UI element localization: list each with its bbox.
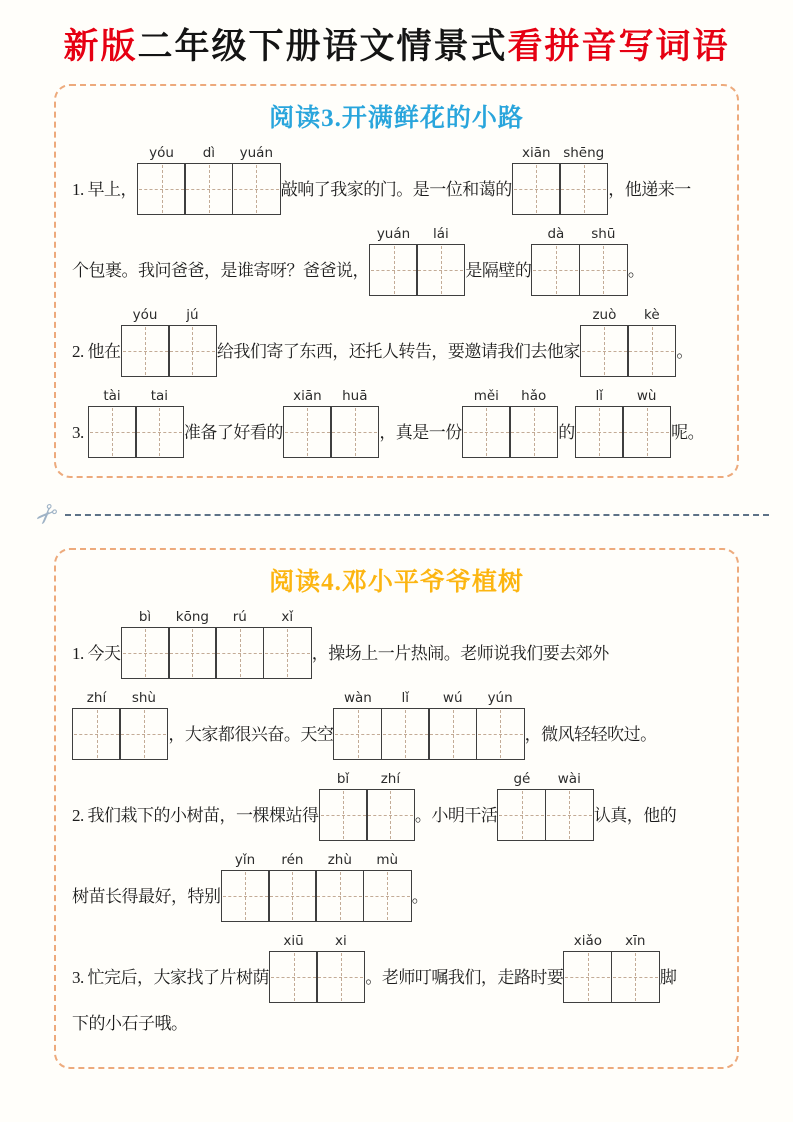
pinyin-cell-column [184, 144, 233, 215]
line-text: 1. 早上， [72, 179, 137, 199]
pinyin-label: mù [376, 852, 399, 868]
line-text: 3. 忙完后，大家找了片树荫 [72, 967, 269, 987]
cut-line [65, 514, 769, 516]
scissors-icon: ✂ [28, 496, 66, 534]
pinyin-label: wài [557, 771, 581, 787]
writing-cell [168, 627, 217, 679]
pinyin-label: shēng [563, 145, 605, 161]
pinyin-label: xǐ [281, 609, 294, 625]
pinyin-label: wàn [343, 690, 372, 706]
writing-cell [121, 627, 170, 679]
pinyin-label: yuán [239, 145, 273, 161]
pinyin-cell-column [476, 689, 525, 760]
pinyin-cell-column [622, 387, 671, 458]
pinyin-cell-column [121, 608, 170, 679]
page-title-prefix: 新版 [63, 27, 138, 66]
line-text: 。 [676, 341, 693, 361]
page-title [0, 26, 793, 68]
line-text: 呢。 [671, 422, 705, 442]
pinyin-cell-column [381, 689, 430, 760]
pinyin-cell-column [330, 387, 379, 458]
pinyin-box-group [283, 387, 379, 458]
pinyin-label: xiān [293, 388, 322, 404]
pinyin-label: gé [513, 771, 531, 787]
pinyin-cell-column [575, 387, 624, 458]
writing-cell [268, 870, 317, 922]
pinyin-label: tai [150, 388, 169, 404]
pinyin-label: wú [442, 690, 463, 706]
pinyin-cell-column [559, 144, 608, 215]
worksheet-line [72, 225, 721, 296]
writing-cell [580, 325, 629, 377]
writing-cell [545, 789, 594, 841]
line-text: 认真，他的 [593, 805, 677, 825]
line-text: ，微风轻轻吹过。 [524, 724, 657, 744]
line-text: ，他递来一 [608, 179, 691, 199]
writing-cell [221, 870, 270, 922]
writing-cell [232, 163, 281, 215]
pinyin-cell-column [611, 932, 660, 1003]
writing-cell [575, 406, 624, 458]
pinyin-cell-column [88, 387, 137, 458]
worksheet-line [72, 932, 721, 1003]
writing-cell [263, 627, 312, 679]
pinyin-box-group [121, 306, 217, 377]
writing-cell [512, 163, 561, 215]
writing-cell [72, 708, 121, 760]
pinyin-box-group [497, 770, 593, 841]
writing-cell [497, 789, 546, 841]
line-text: 下的小石子哦。 [72, 1014, 188, 1033]
line-text: 。小明干活 [414, 805, 498, 825]
pinyin-label: lái [433, 226, 449, 242]
line-text: 敲响了我家的门。是一位和蔼的 [280, 179, 512, 199]
section-reading-4 [54, 548, 739, 1069]
pinyin-cell-column [512, 144, 561, 215]
pinyin-label: xiū [283, 933, 304, 949]
pinyin-box-group [333, 689, 524, 760]
writing-cell [559, 163, 608, 215]
pinyin-cell-column [283, 387, 332, 458]
pinyin-cell-column [563, 932, 612, 1003]
line-text: 1. 今天 [72, 643, 121, 663]
worksheet-line [72, 306, 721, 377]
line-text: 。 [627, 260, 645, 280]
pinyin-label: kè [643, 307, 660, 323]
pinyin-cell-column [366, 770, 415, 841]
pinyin-cell-column [497, 770, 546, 841]
writing-cell [428, 708, 477, 760]
pinyin-cell-column [215, 608, 264, 679]
pinyin-label: yǐn [234, 852, 256, 868]
worksheet-line [72, 608, 721, 679]
pinyin-label: zuò [592, 307, 617, 323]
pinyin-cell-column [333, 689, 382, 760]
writing-cell [476, 708, 525, 760]
writing-cell [168, 325, 217, 377]
pinyin-label: xiǎo [573, 933, 603, 949]
pinyin-cell-column [627, 306, 676, 377]
line-text: 3. [72, 422, 88, 442]
worksheet-line [72, 387, 721, 458]
pinyin-box-group [121, 608, 312, 679]
writing-cell [330, 406, 379, 458]
writing-cell [137, 163, 186, 215]
pinyin-cell-column [263, 608, 312, 679]
writing-cell [283, 406, 332, 458]
writing-cell [363, 870, 412, 922]
pinyin-label: bǐ [336, 771, 350, 787]
pinyin-cell-column [369, 225, 418, 296]
pinyin-cell-column [269, 932, 318, 1003]
pinyin-cell-column [135, 387, 184, 458]
writing-cell [119, 708, 168, 760]
pinyin-box-group [575, 387, 671, 458]
writing-cell [381, 708, 430, 760]
pinyin-box-group [221, 851, 412, 922]
cut-divider [28, 496, 769, 534]
section-title: 阅读4.邓小平爷爷植树 [269, 569, 524, 596]
pinyin-label: xīn [625, 933, 646, 949]
line-text: 树苗长得最好，特别 [72, 886, 221, 906]
pinyin-label: yuán [376, 226, 411, 242]
line-text: ，操场上一片热闹。老师说我们要去郊外 [311, 643, 609, 663]
writing-cell [627, 325, 676, 377]
pinyin-cell-column [268, 851, 317, 922]
writing-cell [509, 406, 558, 458]
worksheet-line [72, 1013, 721, 1049]
pinyin-cell-column [119, 689, 168, 760]
writing-cell [215, 627, 264, 679]
pinyin-label: rén [281, 852, 304, 868]
page-title-suffix: 看拼音写词语 [507, 27, 730, 66]
section-reading-3 [54, 84, 739, 478]
pinyin-label: jú [186, 307, 199, 323]
section-lines [72, 144, 721, 458]
pinyin-box-group [531, 225, 627, 296]
writing-cell [333, 708, 382, 760]
pinyin-box-group [462, 387, 558, 458]
pinyin-cell-column [315, 851, 364, 922]
writing-cell [611, 951, 660, 1003]
pinyin-cell-column [168, 608, 217, 679]
worksheet-line [72, 689, 721, 760]
line-text: 脚 [659, 967, 677, 987]
line-text: 2. 我们栽下的小树苗，一棵棵站得 [72, 805, 319, 825]
pinyin-label: lǐ [595, 388, 603, 404]
pinyin-cell-column [545, 770, 594, 841]
pinyin-label: zhù [327, 852, 352, 868]
pinyin-box-group [563, 932, 659, 1003]
pinyin-label: yóu [149, 145, 174, 161]
pinyin-cell-column [316, 932, 365, 1003]
pinyin-cell-column [72, 689, 121, 760]
pinyin-box-group [72, 689, 168, 760]
line-text: 2. 他在 [72, 341, 121, 361]
pinyin-label: tài [103, 388, 121, 404]
pinyin-label: shù [131, 690, 156, 706]
line-text: 给我们寄了东西，还托人转告，要邀请我们去他家 [216, 341, 580, 361]
pinyin-label: měi [473, 388, 499, 404]
pinyin-label: shū [591, 226, 616, 242]
writing-cell [462, 406, 511, 458]
pinyin-box-group [319, 770, 415, 841]
section-title: 阅读3.开满鲜花的小路 [269, 105, 524, 132]
pinyin-box-group [580, 306, 676, 377]
pinyin-label: rú [232, 609, 247, 625]
writing-cell [563, 951, 612, 1003]
pinyin-label: wù [636, 388, 657, 404]
pinyin-box-group [369, 225, 465, 296]
pinyin-cell-column [509, 387, 558, 458]
line-text: 。 [411, 886, 429, 906]
pinyin-label: bì [138, 609, 152, 625]
pinyin-cell-column [121, 306, 170, 377]
pinyin-cell-column [363, 851, 412, 922]
writing-cell [579, 244, 628, 296]
line-text: 准备了好看的 [183, 422, 283, 442]
pinyin-label: dà [547, 226, 565, 242]
pinyin-cell-column [579, 225, 628, 296]
pinyin-cell-column [531, 225, 580, 296]
pinyin-cell-column [319, 770, 368, 841]
pinyin-label: dì [202, 145, 216, 161]
pinyin-label: xi [335, 933, 347, 949]
pinyin-box-group [88, 387, 184, 458]
pinyin-label: hǎo [521, 388, 547, 404]
pinyin-box-group [269, 932, 365, 1003]
line-text: 个包裹。我问爸爸，是谁寄呀？爸爸说， [72, 260, 369, 280]
pinyin-cell-column [580, 306, 629, 377]
writing-cell [369, 244, 418, 296]
pinyin-cell-column [221, 851, 270, 922]
pinyin-label: yóu [132, 307, 158, 323]
worksheet-line [72, 851, 721, 922]
pinyin-cell-column [416, 225, 465, 296]
writing-cell [622, 406, 671, 458]
writing-cell [316, 951, 365, 1003]
writing-cell [88, 406, 137, 458]
pinyin-cell-column [462, 387, 511, 458]
pinyin-label: lǐ [401, 690, 410, 706]
line-text: ，大家都很兴奋。天空 [168, 724, 334, 744]
pinyin-label: xiān [522, 145, 551, 161]
writing-cell [315, 870, 364, 922]
page-title-middle: 二年级下册语文情景式 [137, 27, 508, 66]
writing-cell [319, 789, 368, 841]
pinyin-label: zhí [86, 690, 107, 706]
worksheet-line [72, 144, 721, 215]
worksheet-line [72, 770, 721, 841]
writing-cell [269, 951, 318, 1003]
pinyin-box-group [512, 144, 608, 215]
line-text: 是隔壁的 [465, 260, 532, 280]
pinyin-cell-column [428, 689, 477, 760]
writing-cell [135, 406, 184, 458]
writing-cell [366, 789, 415, 841]
pinyin-cell-column [232, 144, 281, 215]
pinyin-label: zhí [380, 771, 401, 787]
writing-cell [416, 244, 465, 296]
writing-cell [121, 325, 170, 377]
pinyin-box-group [137, 144, 281, 215]
writing-cell [531, 244, 580, 296]
pinyin-cell-column [168, 306, 217, 377]
pinyin-label: yún [487, 690, 513, 706]
pinyin-label: huā [342, 388, 368, 404]
line-text: 。老师叮嘱我们，走路时要 [365, 967, 564, 987]
pinyin-label: kōng [175, 609, 209, 625]
pinyin-cell-column [137, 144, 186, 215]
writing-cell [184, 163, 233, 215]
line-text: 的 [558, 422, 575, 442]
line-text: ，真是一份 [379, 422, 462, 442]
section-lines [72, 608, 721, 1049]
